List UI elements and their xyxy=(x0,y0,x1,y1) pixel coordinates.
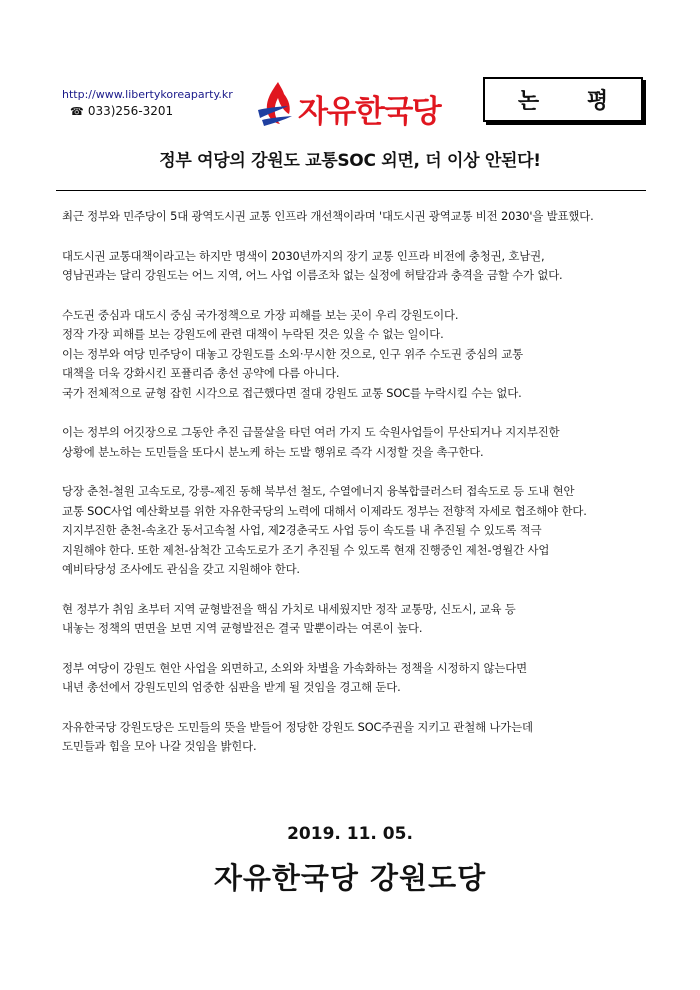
text-line: 대책을 더욱 강화시킨 포퓰리즘 총선 공약에 다름 아니다. xyxy=(62,366,340,380)
paragraph xyxy=(62,306,642,404)
text-line: 대도시권 교통대책이라고는 하지만 명색이 2030년까지의 장기 교통 인프라 비전에 충청권, 호남권, xyxy=(62,248,545,263)
text-line: 지지부진한 춘천-속초간 동서고속철 사업, 제2경춘국도 사업 등이 속도를 내 추진될 수 있도록 적극 xyxy=(62,523,542,537)
text-line: 도민들과 힘을 모아 나갈 것임을 밝힌다. xyxy=(62,739,257,753)
title-divider xyxy=(56,190,646,191)
phone-number xyxy=(70,102,233,121)
text-line: 당장 춘천-철원 고속도로, 강릉-제진 동해 북부선 철도, 수열에너지 융복합클러스터 접속도로 등 도내 현안 xyxy=(62,484,575,498)
commentary-badge: 논 평 xyxy=(483,77,643,122)
paragraph xyxy=(62,423,642,462)
text-line: 이는 정부의 어깃장으로 그동안 추진 급물살을 타던 여러 가지 도 숙원사업들이 무산되거나 지지부진한 xyxy=(62,425,560,439)
text-line: 수도권 중심과 대도시 중심 국가정책으로 가장 피해를 보는 곳이 우리 강원도이다. xyxy=(62,307,459,322)
text-line: 현 정부가 취임 초부터 지역 균형발전을 핵심 가치로 내세웠지만 정작 교통망, 신도시, 교육 등 xyxy=(62,601,516,616)
website-link[interactable]: http://www.libertykoreaparty.kr xyxy=(62,88,233,101)
paragraph xyxy=(62,659,642,698)
text-line: 자유한국당 강원도당은 도민들의 뜻을 받들어 정당한 강원도 SOC주권을 지키고 관철해 나가는데 xyxy=(62,719,533,734)
phone-text: 033)256-3201 xyxy=(87,104,174,118)
text-line: 최근 정부와 민주당이 5대 광역도시권 교통 인프라 개선책이라며 '대도시권 광역교통 비전 2030'을 발표했다. xyxy=(62,209,594,223)
text-line: 국가 전체적으로 균형 잡힌 시각으로 접근했다면 절대 강원도 교통 SOC를 누락시킬 수는 없다. xyxy=(62,385,522,400)
party-logo xyxy=(254,80,444,130)
paragraph xyxy=(62,482,642,580)
release-date: 2019. 11. 05. xyxy=(287,824,413,844)
text-line: 지원해야 한다. 또한 제천-삼척간 고속도로가 조기 추진될 수 있도록 현재 진행중인 제천-영월간 사업 xyxy=(62,542,550,557)
page-title: 정부 여당의 강원도 교통SOC 외면, 더 이상 안된다! xyxy=(159,151,541,171)
text-line: 이는 정부와 여당 민주당이 대놓고 강원도를 소외·무시한 것으로, 인구 위주 수도권 중심의 교통 xyxy=(62,346,524,361)
issuer-signature: 자유한국당 강원도당 xyxy=(213,861,487,895)
text-line: 영남권과는 달리 강원도는 어느 지역, 어느 사업 이름조차 없는 실정에 허탈감과 충격을 금할 수가 없다. xyxy=(62,268,563,282)
text-line: 정부 여당이 강원도 현안 사업을 외면하고, 소외와 차별을 가속화하는 정책을 시정하지 않는다면 xyxy=(62,660,527,675)
text-line: 예비타당성 조사에도 관심을 갖고 지원해야 한다. xyxy=(62,562,300,576)
statement-body xyxy=(62,207,642,777)
letterhead xyxy=(0,0,700,140)
text-line: 상황에 분노하는 도민들을 또다시 분노케 하는 도발 행위로 즉각 시정할 것을 촉구한다. xyxy=(62,444,484,459)
telephone-icon: ☎ xyxy=(70,105,84,118)
party-logo-text: 자유한국당 xyxy=(298,94,441,130)
contact-info xyxy=(62,88,233,121)
text-line: 내놓는 정책의 면면을 보면 지역 균형발전은 결국 말뿐이라는 여론이 높다. xyxy=(62,621,423,635)
paragraph xyxy=(62,600,642,639)
paragraph xyxy=(62,207,642,227)
text-line: 정작 가장 피해를 보는 강원도에 관련 대책이 누락된 것은 있을 수 없는 일이다. xyxy=(62,327,444,341)
text-line: 내년 총선에서 강원도민의 엄중한 심판을 받게 될 것임을 경고해 둔다. xyxy=(62,680,401,694)
text-line: 교통 SOC사업 예산확보를 위한 자유한국당의 노력에 대해서 이제라도 정부는 전향적 자세로 협조해야 한다. xyxy=(62,503,587,518)
torch-flame-icon xyxy=(254,80,302,126)
paragraph xyxy=(62,718,642,757)
paragraph xyxy=(62,247,642,286)
